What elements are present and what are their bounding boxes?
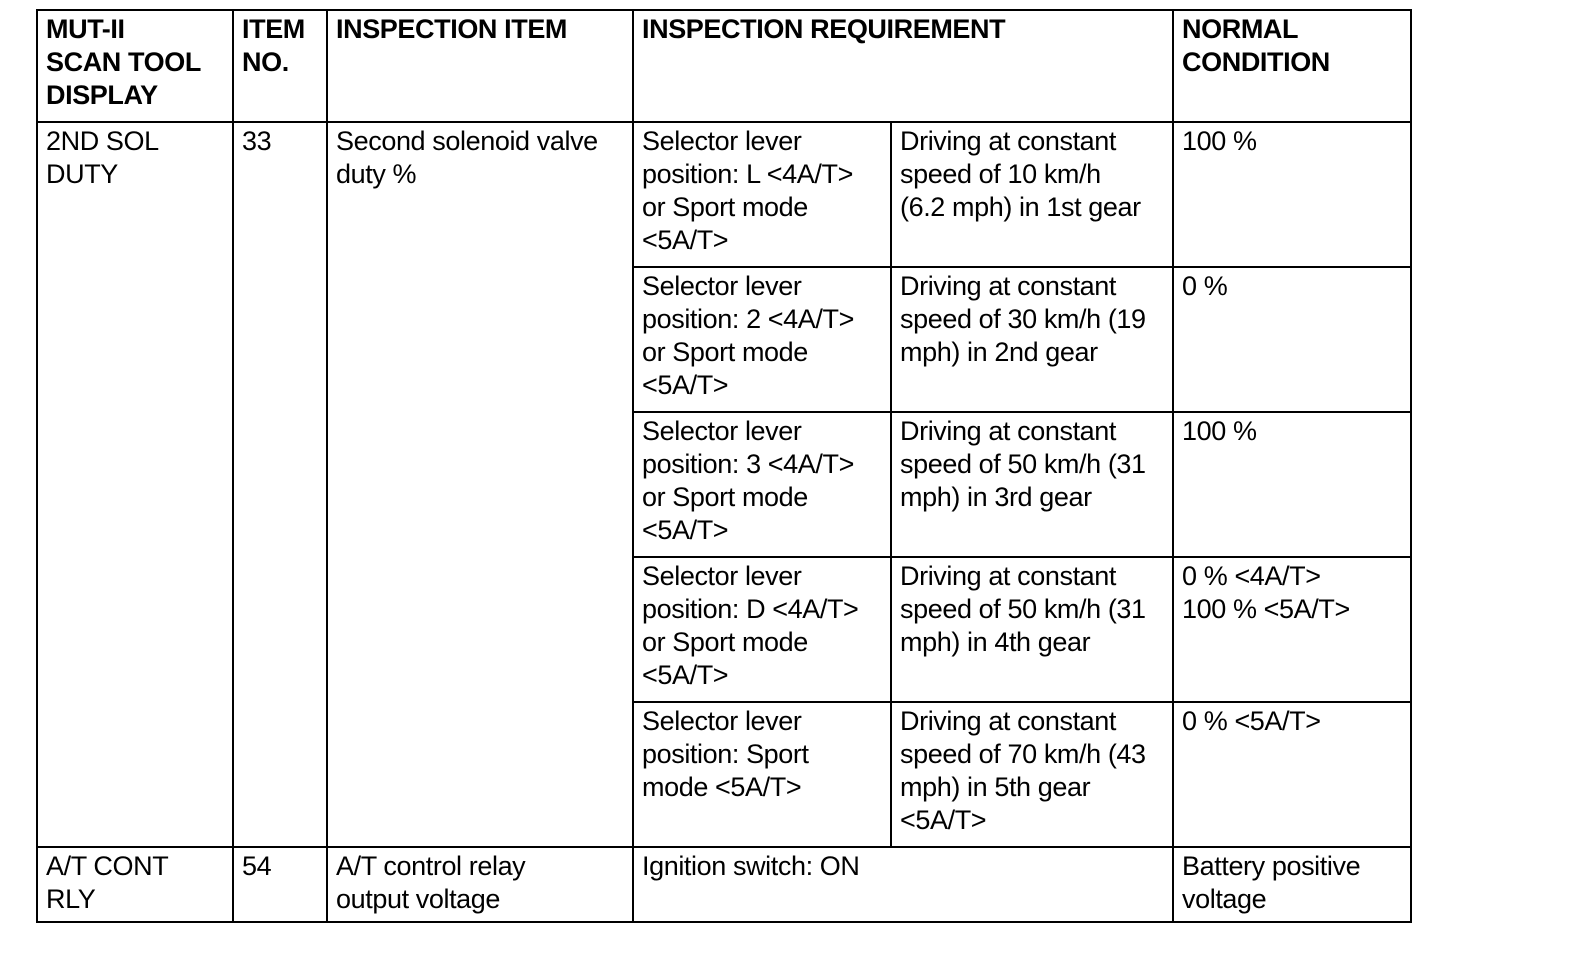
header-inspection-requirement: INSPECTION REQUIREMENT xyxy=(633,10,1173,122)
inspection-item-cell: Second solenoid valve duty % xyxy=(327,122,633,847)
selector-position-cell: Selector lever position: D <4A/T> or Sport mode <5A/T> xyxy=(633,557,891,702)
header-row xyxy=(37,10,1411,122)
header-normal-condition: NORMAL CONDITION xyxy=(1173,10,1411,122)
selector-position-cell: Selector lever position: 2 <4A/T> or Sport mode <5A/T> xyxy=(633,267,891,412)
inspection-item-cell: A/T control relay output voltage xyxy=(327,847,633,922)
driving-condition-cell: Driving at constant speed of 70 km/h (43 mph) in 5th gear <5A/T> xyxy=(891,702,1173,847)
table-row xyxy=(37,847,1411,922)
inspection-table xyxy=(36,9,1412,923)
table-row xyxy=(37,122,1411,267)
normal-condition-cell: 100 % xyxy=(1173,412,1411,557)
header-scan-tool-display: MUT-II SCAN TOOL DISPLAY xyxy=(37,10,233,122)
selector-position-cell: Selector lever position: L <4A/T> or Sport mode <5A/T> xyxy=(633,122,891,267)
item-no-cell: 33 xyxy=(233,122,327,847)
header-item-no: ITEM NO. xyxy=(233,10,327,122)
selector-position-cell: Selector lever position: Sport mode <5A/T> xyxy=(633,702,891,847)
driving-condition-cell: Driving at constant speed of 50 km/h (31 mph) in 3rd gear xyxy=(891,412,1173,557)
inspection-requirement-cell: Ignition switch: ON xyxy=(633,847,1173,922)
normal-condition-cell: Battery positive voltage xyxy=(1173,847,1411,922)
normal-condition-cell: 100 % xyxy=(1173,122,1411,267)
normal-condition-cell: 0 % xyxy=(1173,267,1411,412)
scan-tool-display-cell: 2ND SOL DUTY xyxy=(37,122,233,847)
selector-position-cell: Selector lever position: 3 <4A/T> or Sport mode <5A/T> xyxy=(633,412,891,557)
normal-condition-cell: 0 % <4A/T> 100 % <5A/T> xyxy=(1173,557,1411,702)
scan-tool-display-cell: A/T CONT RLY xyxy=(37,847,233,922)
header-inspection-item: INSPECTION ITEM xyxy=(327,10,633,122)
item-no-cell: 54 xyxy=(233,847,327,922)
driving-condition-cell: Driving at constant speed of 30 km/h (19 mph) in 2nd gear xyxy=(891,267,1173,412)
normal-condition-cell: 0 % <5A/T> xyxy=(1173,702,1411,847)
driving-condition-cell: Driving at constant speed of 10 km/h (6.2 mph) in 1st gear xyxy=(891,122,1173,267)
driving-condition-cell: Driving at constant speed of 50 km/h (31 mph) in 4th gear xyxy=(891,557,1173,702)
